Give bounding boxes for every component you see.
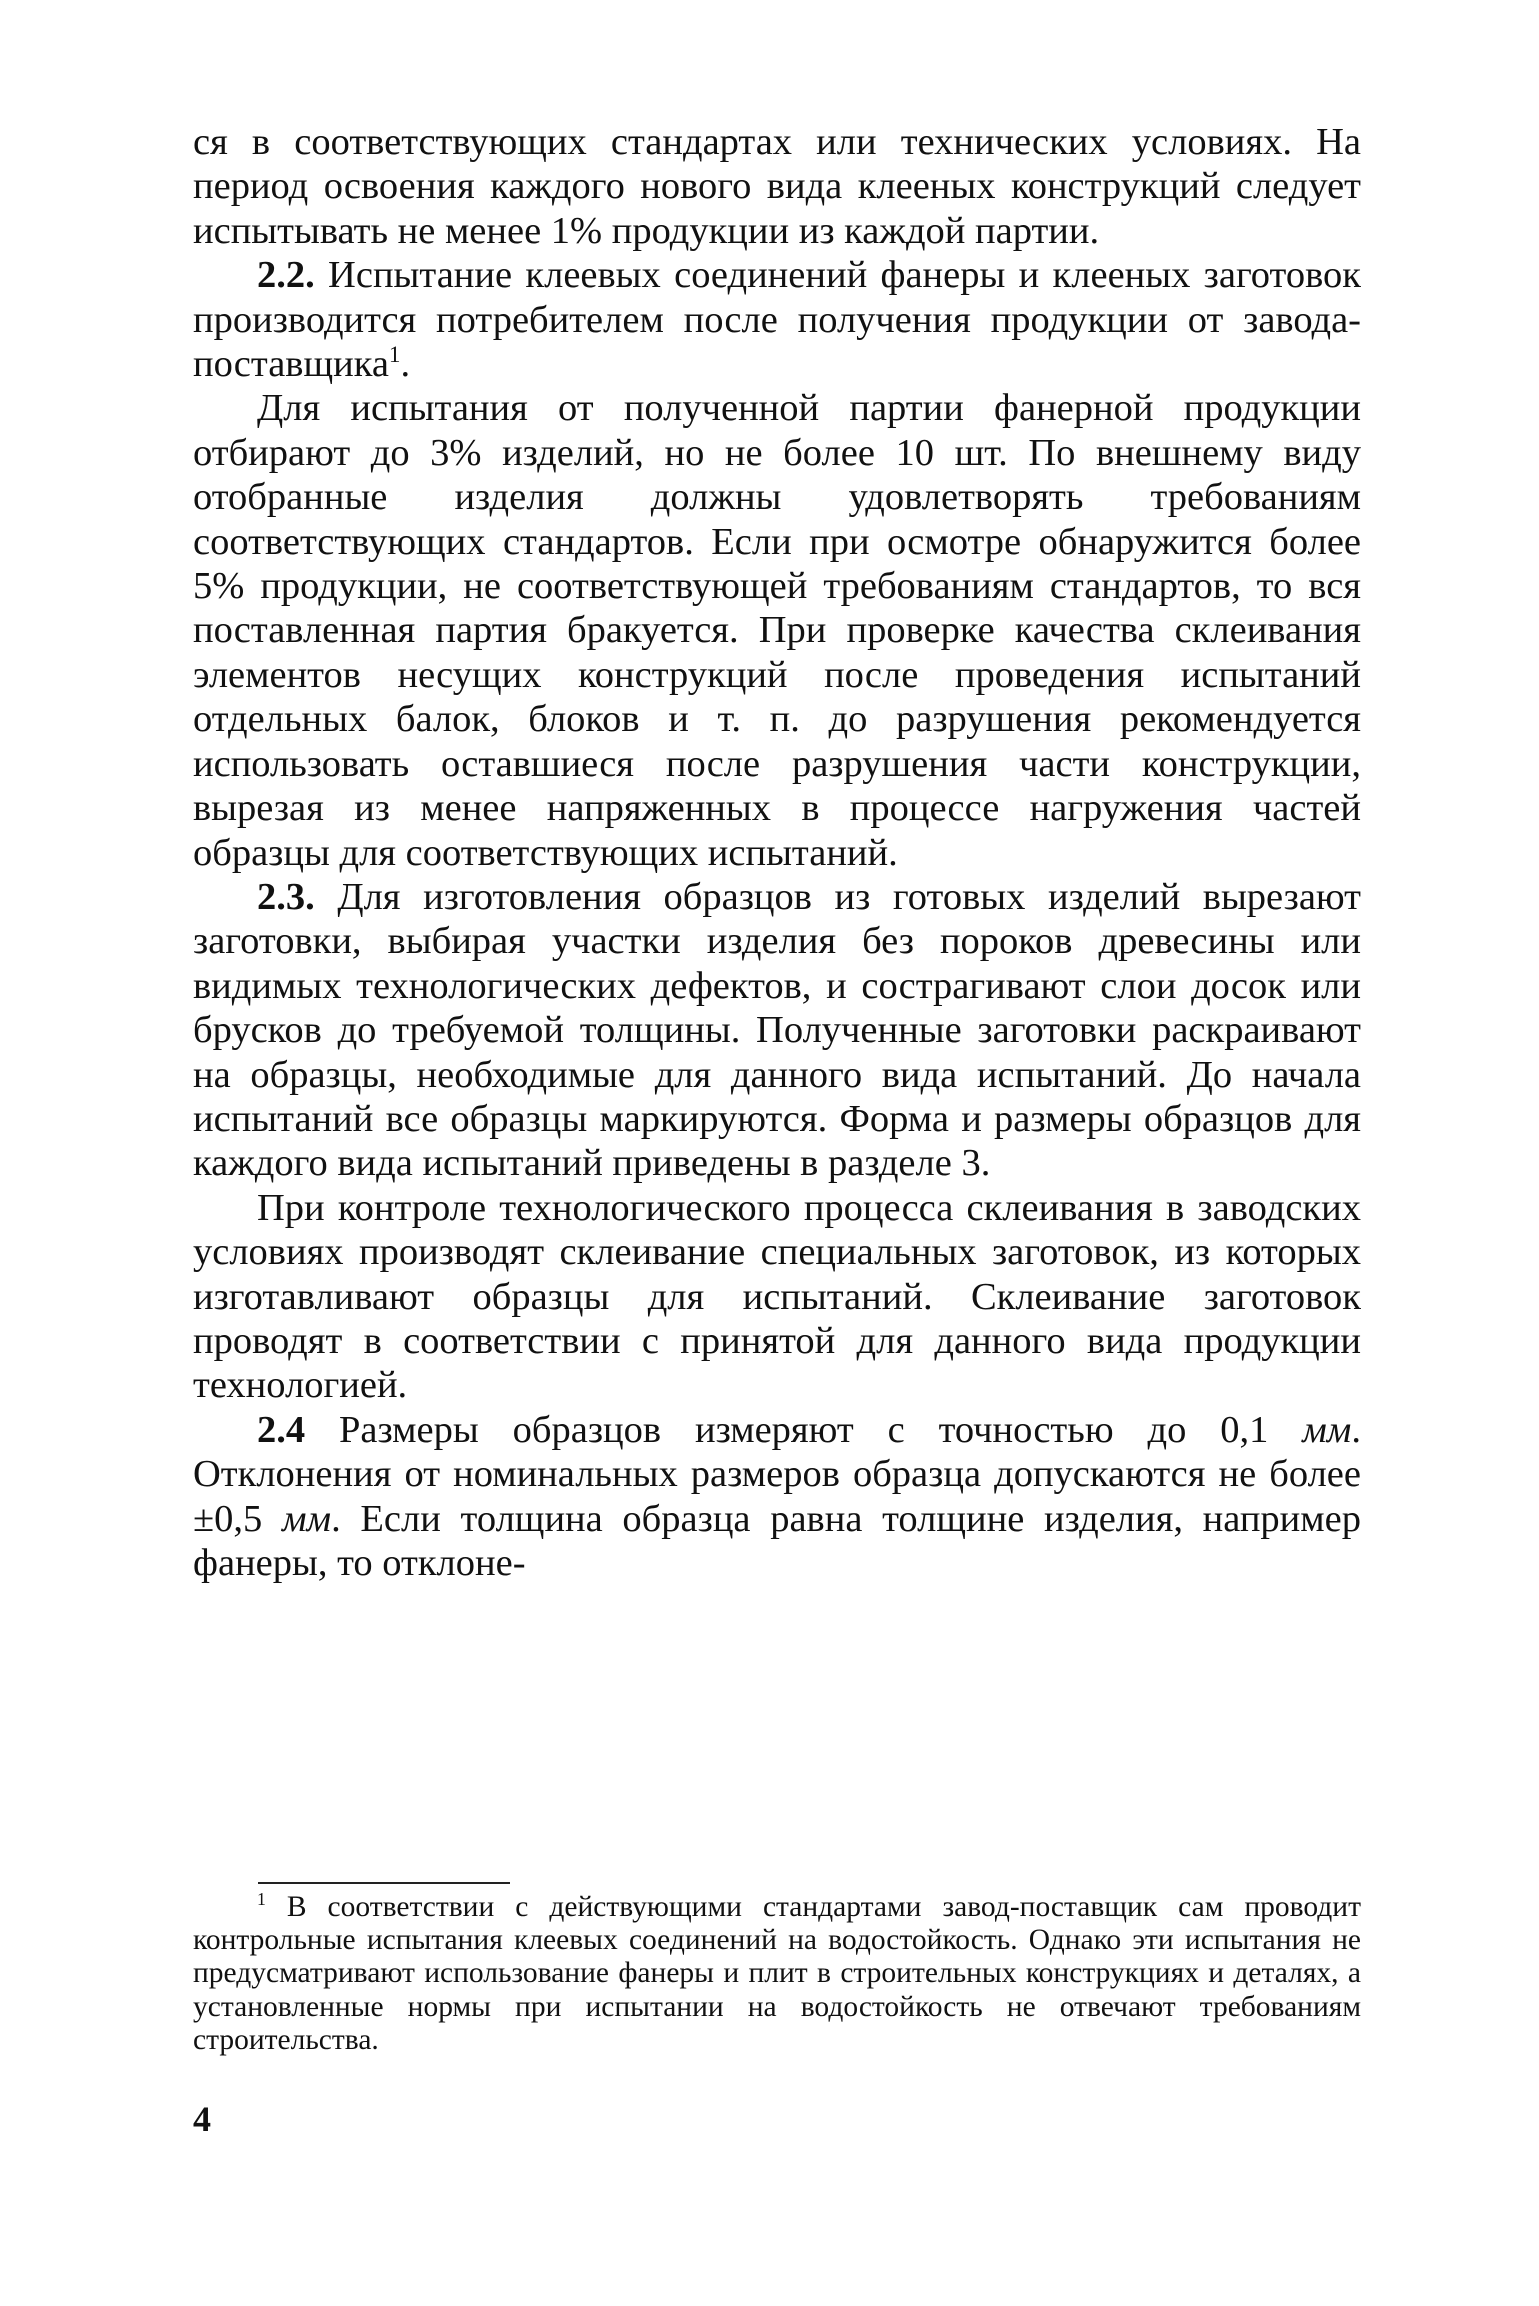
- section-text-2-3: Для изготовления образцов из готовых изделий вырезают заготовки, выбирая участки изделия без пороков древесины или видимых технологических дефектов, и сострагивают слои досок или брусков до требуемой толщины. Полученные заготовки раскраивают на образцы, необходимые для данного вида испытаний. До начала испытаний все образцы маркируются. Форма и размеры образцов для каждого вида испытаний приведены в разделе 3.: [193, 875, 1361, 1185]
- footnote-text: В соответствии с действующими стандартами завод-поставщик сам проводит контрольные испытания клеевых соединений на водостойкость. Однако эти испытания не предусматривают использование фанеры и плит в строительных конструкциях и деталях, а установленные нормы при испытании на водостойкость не отвечают требованиям строительства.: [193, 1891, 1361, 2056]
- unit-mm-2: мм: [281, 1497, 332, 1540]
- paragraph-continued: ся в соответствующих стандартах или технических условиях. На период освоения каждого нового вида клееных конструкций следует испытывать не менее 1% продукции из каждой партии.: [193, 121, 1361, 252]
- section-text-2-4b: . Отклонения от номинальных размеров образца допускаются не более ±0,5: [193, 1408, 1361, 1540]
- paragraph-2-2: [193, 253, 1361, 386]
- section-number-2-4: 2.4: [257, 1408, 306, 1451]
- page-number: 4: [193, 2099, 211, 2139]
- paragraph-control: При контроле технологического процесса склеивания в заводских условиях производят склеивание специальных заготовок, из которых изготавливают образцы для испытаний. Склеивание заготовок проводят в соответствии с принятой для данного вида продукции технологией.: [193, 1186, 1361, 1407]
- body-text: [193, 120, 1361, 1585]
- section-text-2-4c: . Если толщина образца равна толщине изделия, например фанеры, то отклоне-: [193, 1497, 1361, 1584]
- section-text-2-2-end: .: [400, 343, 411, 386]
- section-text-2-4a: Размеры образцов измеряют с точностью до 0,1: [305, 1408, 1303, 1451]
- footnote: [193, 1891, 1361, 2057]
- footnote-ref[interactable]: 1: [388, 341, 401, 368]
- footnote-divider: [258, 1882, 510, 1884]
- paragraph-2-4: [193, 1408, 1361, 1586]
- paragraph-2-3: [193, 875, 1361, 1186]
- section-number-2-2: 2.2.: [257, 254, 315, 297]
- unit-mm-1: мм: [1302, 1408, 1352, 1451]
- footnote-mark: 1: [257, 1889, 266, 1910]
- section-text-2-2: Испытание клеевых соединений фанеры и клееных заготовок производится потребителем после получения продукции от завода-поставщика: [193, 254, 1361, 386]
- section-number-2-3: 2.3.: [257, 875, 315, 918]
- paragraph-sampling: Для испытания от полученной партии фанерной продукции отбирают до 3% изделий, но не более 10 шт. По внешнему виду отобранные изделия должны удовлетворять требованиям соответствующих стандартов. Если при осмотре обнаружится более 5% продукции, не соответствующей требованиям стандартов, то вся поставленная партия бракуется. При проверке качества склеивания элементов несущих конструкций после проведения испытаний отдельных балок, блоков и т. п. до разрушения рекомендуется использовать оставшиеся после разрушения части конструкции, вырезая из менее напряженных в процессе нагружения частей образцы для соответствующих испытаний.: [193, 387, 1361, 874]
